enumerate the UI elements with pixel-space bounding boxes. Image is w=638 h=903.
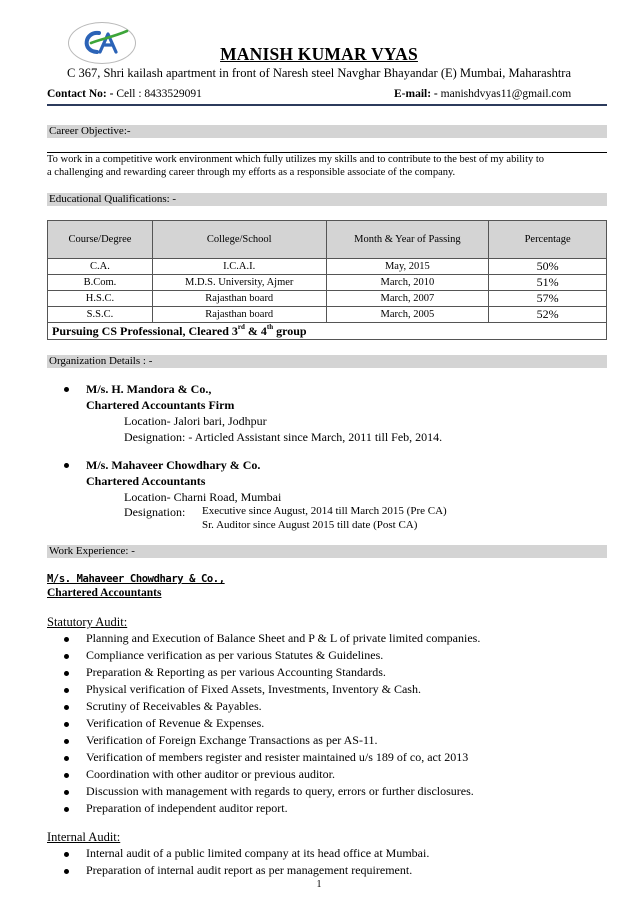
table-cell: 52% [489,307,607,323]
org-location: Location- Charni Road, Mumbai [124,490,282,504]
column-header: Month & Year of Passing [326,221,489,259]
list-item: Scrutiny of Receivables & Payables. [86,699,262,713]
bullet-icon [64,722,69,727]
pursuing-text-b: & 4 [244,323,267,338]
table-cell: S.S.C. [48,307,153,323]
column-header: College/School [152,221,326,259]
column-header: Course/Degree [48,221,153,259]
table-cell: May, 2015 [326,259,489,275]
candidate-name: MANISH KUMAR VYAS [220,44,418,64]
table-cell: 57% [489,291,607,307]
internal-audit-heading: Internal Audit: [47,830,121,844]
career-line-1: To work in a competitive work environment which fully utilizes my skills and to contribute to the best of my ability to [47,154,545,165]
table-cell: H.S.C. [48,291,153,307]
work-firm-type: Chartered Accountants [47,587,162,599]
list-item: Preparation of independent auditor report. [86,801,288,815]
bullet-icon [64,654,69,659]
list-item: Preparation of internal audit report as per management requirement. [86,863,413,877]
education-heading: Educational Qualifications: - [47,193,607,206]
bullet-icon [64,807,69,812]
bullet-icon [64,852,69,857]
email-value: manishdvyas11@gmail.com [437,88,572,100]
table-cell: March, 2010 [326,275,489,291]
table-row [48,307,607,323]
statutory-audit-heading: Statutory Audit: [47,615,128,629]
list-item: Physical verification of Fixed Assets, Investments, Inventory & Cash. [86,682,421,696]
bullet-icon [64,739,69,744]
pursuing-sup-2: th [266,322,274,331]
bullet-icon [64,869,69,874]
list-item: Verification of Revenue & Expenses. [86,716,265,730]
bullet-icon [64,688,69,693]
list-item: Discussion with management with regards to query, errors or further disclosures. [86,784,474,798]
table-cell: C.A. [48,259,153,275]
pursuing-text-c: group [273,323,307,338]
list-item: Verification of members register and resister maintained u/s 189 of co, act 2013 [86,750,469,764]
org-type: Chartered Accountants Firm [86,398,235,412]
table-cell: M.D.S. University, Ajmer [152,275,326,291]
bullet-icon [64,756,69,761]
org-designation: Designation: - Articled Assistant since March, 2011 till Feb, 2014. [124,430,443,444]
list-item: Coordination with other auditor or previous auditor. [86,767,335,781]
table-cell: Rajasthan board [152,307,326,323]
bullet-icon [64,387,69,392]
org-type: Chartered Accountants [86,474,206,488]
org-name: M/s. H. Mandora & Co., [86,382,212,396]
contact-value: Cell : 8433529091 [113,88,202,100]
table-cell: March, 2007 [326,291,489,307]
list-item: Preparation & Reporting as per various Accounting Standards. [86,665,386,679]
qualification-table [47,220,607,340]
org-designation-2: Sr. Auditor since August 2015 till date (Post CA) [202,519,418,531]
pursuing-cs-note [48,323,607,340]
pursuing-text-a: Pursuing CS Professional, Cleared 3 [52,323,238,338]
organization-heading: Organization Details : - [47,355,607,368]
list-item: Internal audit of a public limited company at its head office at Mumbai. [86,846,430,860]
bullet-icon [64,790,69,795]
work-firm-name: M/s. Mahaveer Chowdhary & Co., [47,573,225,585]
career-line-2: a challenging and rewarding career through my efforts as a responsible associate of the company. [47,167,456,178]
pursuing-sup-1: rd [237,322,245,331]
page-number: 1 [316,879,322,890]
list-item: Planning and Execution of Balance Sheet and P & L of private limited companies. [86,631,481,645]
email-line [394,88,571,100]
pursuing-row [48,323,607,340]
work-experience-heading: Work Experience: - [47,545,607,558]
contact-line [47,88,202,100]
bullet-icon [64,637,69,642]
table-cell: I.C.A.I. [152,259,326,275]
bullet-icon [64,773,69,778]
table-cell: March, 2005 [326,307,489,323]
org-location: Location- Jalori bari, Jodhpur [124,414,267,428]
table-cell: 51% [489,275,607,291]
table-cell: Rajasthan board [152,291,326,307]
list-item: Verification of Foreign Exchange Transactions as per AS-11. [86,733,378,747]
table-header-row [48,221,607,259]
org-designation-label: Designation: [124,505,186,519]
table-row [48,291,607,307]
org-designation-1: Executive since August, 2014 till March 2015 (Pre CA) [202,505,447,517]
org-item-1 [86,381,234,413]
list-item: Compliance verification as per various Statutes & Guidelines. [86,648,384,662]
email-label: E-mail: - [394,88,438,100]
table-row [48,259,607,275]
career-objective-heading: Career Objective:- [47,125,607,138]
bullet-icon [64,463,69,468]
org-item-2 [86,457,260,489]
table-row [48,275,607,291]
contact-label: Contact No: - [47,88,114,100]
bullet-icon [64,705,69,710]
address: C 367, Shri kailash apartment in front of Naresh steel Navghar Bhayandar (E) Mumbai, Maharashtra [66,66,572,80]
bullet-icon [64,671,69,676]
career-objective-text [47,153,610,179]
org-name: M/s. Mahaveer Chowdhary & Co. [86,458,261,472]
table-cell: 50% [489,259,607,275]
table-cell: B.Com. [48,275,153,291]
column-header: Percentage [489,221,607,259]
header-divider [47,104,607,106]
